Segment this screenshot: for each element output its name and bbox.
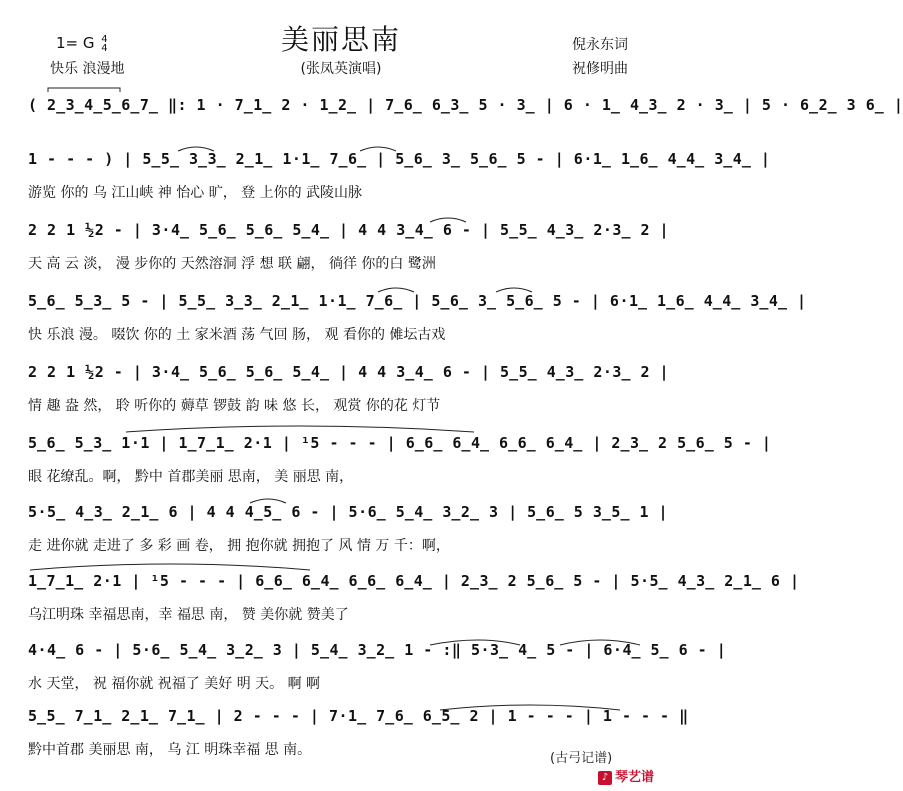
lyrics-line: 走 进你就 走进了 多 彩 画 卷， 拥 抱你就 拥抱了 风 情 万 千：啊， — [28, 538, 450, 554]
tempo-mood: 快乐 浪漫地 — [50, 61, 125, 77]
lyrics-line: 游览 你的 乌 江山峡 神 怡心 旷， 登 上你的 武陵山脉 — [28, 185, 363, 201]
notation-line: 1 - - - ) | 5̲5̲ 3̲3̲ 2̲1̲ 1·1̲ 7̲6̲ | 5̲6̲ 3̲ 5̲6̲ 5 - | 6·1̲ 1̲6̲ 4̲4̲ 3̲4̲ | — [28, 150, 771, 168]
lyrics-line: 黔中首郡 美丽思 南， 乌 江 明珠幸福 思 南。 — [28, 742, 312, 758]
site-logo — [598, 766, 654, 785]
time-bottom: 4 — [101, 42, 108, 54]
notation-line: 5̲5̲ 7̲1̲ 2̲1̲ 7̲1̲ | 2 - - - | 7·1̲ 7̲6̲ 6̲5̲ 2 | 1 - - - | 1 - - - ‖ — [28, 707, 689, 725]
time-top: 4 — [101, 33, 108, 45]
lyrics-line — [28, 128, 662, 150]
key-label: 1= G — [56, 34, 95, 52]
composer-credit: 祝修明曲 — [572, 61, 628, 77]
logo-mark-icon: ♪ — [598, 771, 612, 785]
notation-line: 5·5̲ 4̲3̲ 2̲1̲ 6 | 4 4 4̲5̲ 6 - | 5·6̲ 5̲4̲ 3̲2̲ 3 | 5̲6̲ 5 3̲5̲ 1 | — [28, 503, 669, 521]
singer-credit: (张凤英演唱) — [300, 61, 382, 77]
lyricist-credit: 倪永东词 — [572, 37, 628, 53]
notation-line: 4·4̲ 6 - | 5·6̲ 5̲4̲ 3̲2̲ 3 | 5̲4̲ 3̲2̲ 1 - :‖ 5·3̲ 4̲ 5 - | 6·4̲ 5̲ 6 - | — [28, 641, 727, 659]
notation-line: 2 2 1 ½2 - | 3·4̲ 5̲6̲ 5̲6̲ 5̲4̲ | 4 4 3̲4̲ 6 - | 5̲5̲ 4̲3̲ 2·3̲ 2 | — [28, 221, 670, 239]
notation-line: ( 2̲3̲4̲5̲6̲7̲ ‖: 1 · 7̲1̲ 2 · 1̲2̲ | 7̲6̲ 6̲3̲ 5 · 3̲ | 6 · 1̲ 4̲3̲ 2 · 3̲ | 5 · 6̲2̲ 3 6̲ | — [28, 96, 903, 114]
key-signature — [56, 34, 108, 53]
notation-line: 1̲7̲1̲ 2·1 | ¹5 - - - | 6̲6̲ 6̲4̲ 6̲6̲ 6̲4̲ | 2̲3̲ 2 5̲6̲ 5 - | 5·5̲ 4̲3̲ 2̲1̲ 6 | — [28, 572, 800, 590]
lyrics-line: 天 高 云 淡， 漫 步你的 天然溶洞 浮 想 联 翩， 徜徉 你的白 鹭洲 — [28, 256, 436, 272]
intro-bracket — [48, 88, 120, 92]
lyrics-line: 乌江明珠 幸福思南，幸 福思 南， 赞 美你就 赞美了 — [28, 607, 349, 623]
slur-mark — [126, 426, 474, 432]
transcriber-credit: (古弓记谱) — [550, 751, 613, 766]
site-logo-text: 琴艺谱 — [615, 770, 655, 785]
lyrics-line: 快 乐浪 漫。 啜饮 你的 土 家米酒 荡 气回 肠， 观 看你的 傩坛古戏 — [28, 327, 446, 343]
time-signature — [101, 35, 107, 53]
lyrics-line: 水 天堂， 祝 福你就 祝福了 美好 明 天。 啊 啊 — [28, 676, 321, 692]
lyrics-line: 眼 花缭乱。啊， 黔中 首郡美丽 思南， 美 丽思 南， — [28, 469, 354, 485]
notation-line: 5̲6̲ 5̲3̲ 5 - | 5̲5̲ 3̲3̲ 2̲1̲ 1·1̲ 7̲6̲ | 5̲6̲ 3̲ 5̲6̲ 5 - | 6·1̲ 1̲6̲ 4̲4̲ 3̲4̲ | — [28, 292, 807, 310]
lyrics-line: 情 趣 盎 然， 聆 听你的 薅草 锣鼓 韵 味 悠 长， 观赏 你的花 灯节 — [28, 398, 441, 414]
slur-mark — [30, 564, 310, 570]
song-title: 美丽思南 — [280, 23, 401, 56]
notation-line: 2 2 1 ½2 - | 3·4̲ 5̲6̲ 5̲6̲ 5̲4̲ | 4 4 3̲4̲ 6 - | 5̲5̲ 4̲3̲ 2·3̲ 2 | — [28, 363, 670, 381]
notation-line: 5̲6̲ 5̲3̲ 1·1 | 1̲7̲1̲ 2·1 | ¹5 - - - | 6̲6̲ 6̲4̲ 6̲6̲ 6̲4̲ | 2̲3̲ 2 5̲6̲ 5 - | — [28, 434, 772, 452]
